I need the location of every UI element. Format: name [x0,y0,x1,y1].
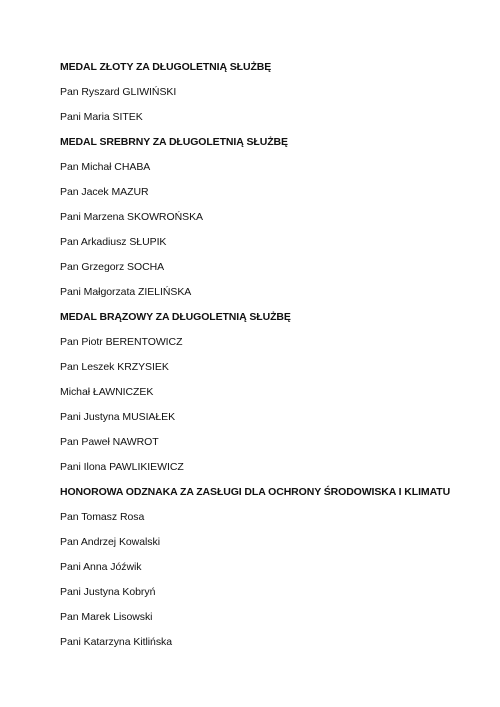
award-list [60,55,450,655]
award-heading: MEDAL BRĄZOWY ZA DŁUGOLETNIĄ SŁUŻBĘ [60,311,291,323]
recipient-name: Pan Piotr BERENTOWICZ [60,336,183,348]
recipient-name: Pani Katarzyna Kitlińska [60,636,173,648]
recipient-name: Pan Jacek MAZUR [60,186,149,198]
recipient-name: Pan Arkadiusz SŁUPIK [60,236,167,248]
recipient-name: Pan Paweł NAWROT [60,436,159,448]
recipient-name: Pani Małgorzata ZIELIŃSKA [60,286,192,298]
award-heading: MEDAL SREBRNY ZA DŁUGOLETNIĄ SŁUŻBĘ [60,136,288,148]
recipient-name: Pani Justyna MUSIAŁEK [60,411,176,423]
award-heading: MEDAL ZŁOTY ZA DŁUGOLETNIĄ SŁUŻBĘ [60,61,272,73]
recipient-name: Pan Leszek KRZYSIEK [60,361,169,373]
recipient-name: Pani Anna Jóźwik [60,561,142,573]
recipient-name: Pani Maria SITEK [60,111,143,123]
recipient-name: Pan Michał CHABA [60,161,151,173]
recipient-name: Michał ŁAWNICZEK [60,386,154,398]
recipient-name: Pani Ilona PAWLIKIEWICZ [60,461,184,473]
recipient-name: Pan Grzegorz SOCHA [60,261,165,273]
recipient-name: Pan Andrzej Kowalski [60,536,160,548]
award-heading: HONOROWA ODZNAKA ZA ZASŁUGI DLA OCHRONY ŚRODOWISKA I KLIMATU [60,486,451,498]
recipient-name: Pani Justyna Kobryń [60,586,156,598]
recipient-name: Pan Tomasz Rosa [60,511,145,523]
recipient-name: Pani Marzena SKOWROŃSKA [60,211,203,223]
recipient-name: Pan Ryszard GLIWIŃSKI [60,86,177,98]
recipient-name: Pan Marek Lisowski [60,611,153,623]
